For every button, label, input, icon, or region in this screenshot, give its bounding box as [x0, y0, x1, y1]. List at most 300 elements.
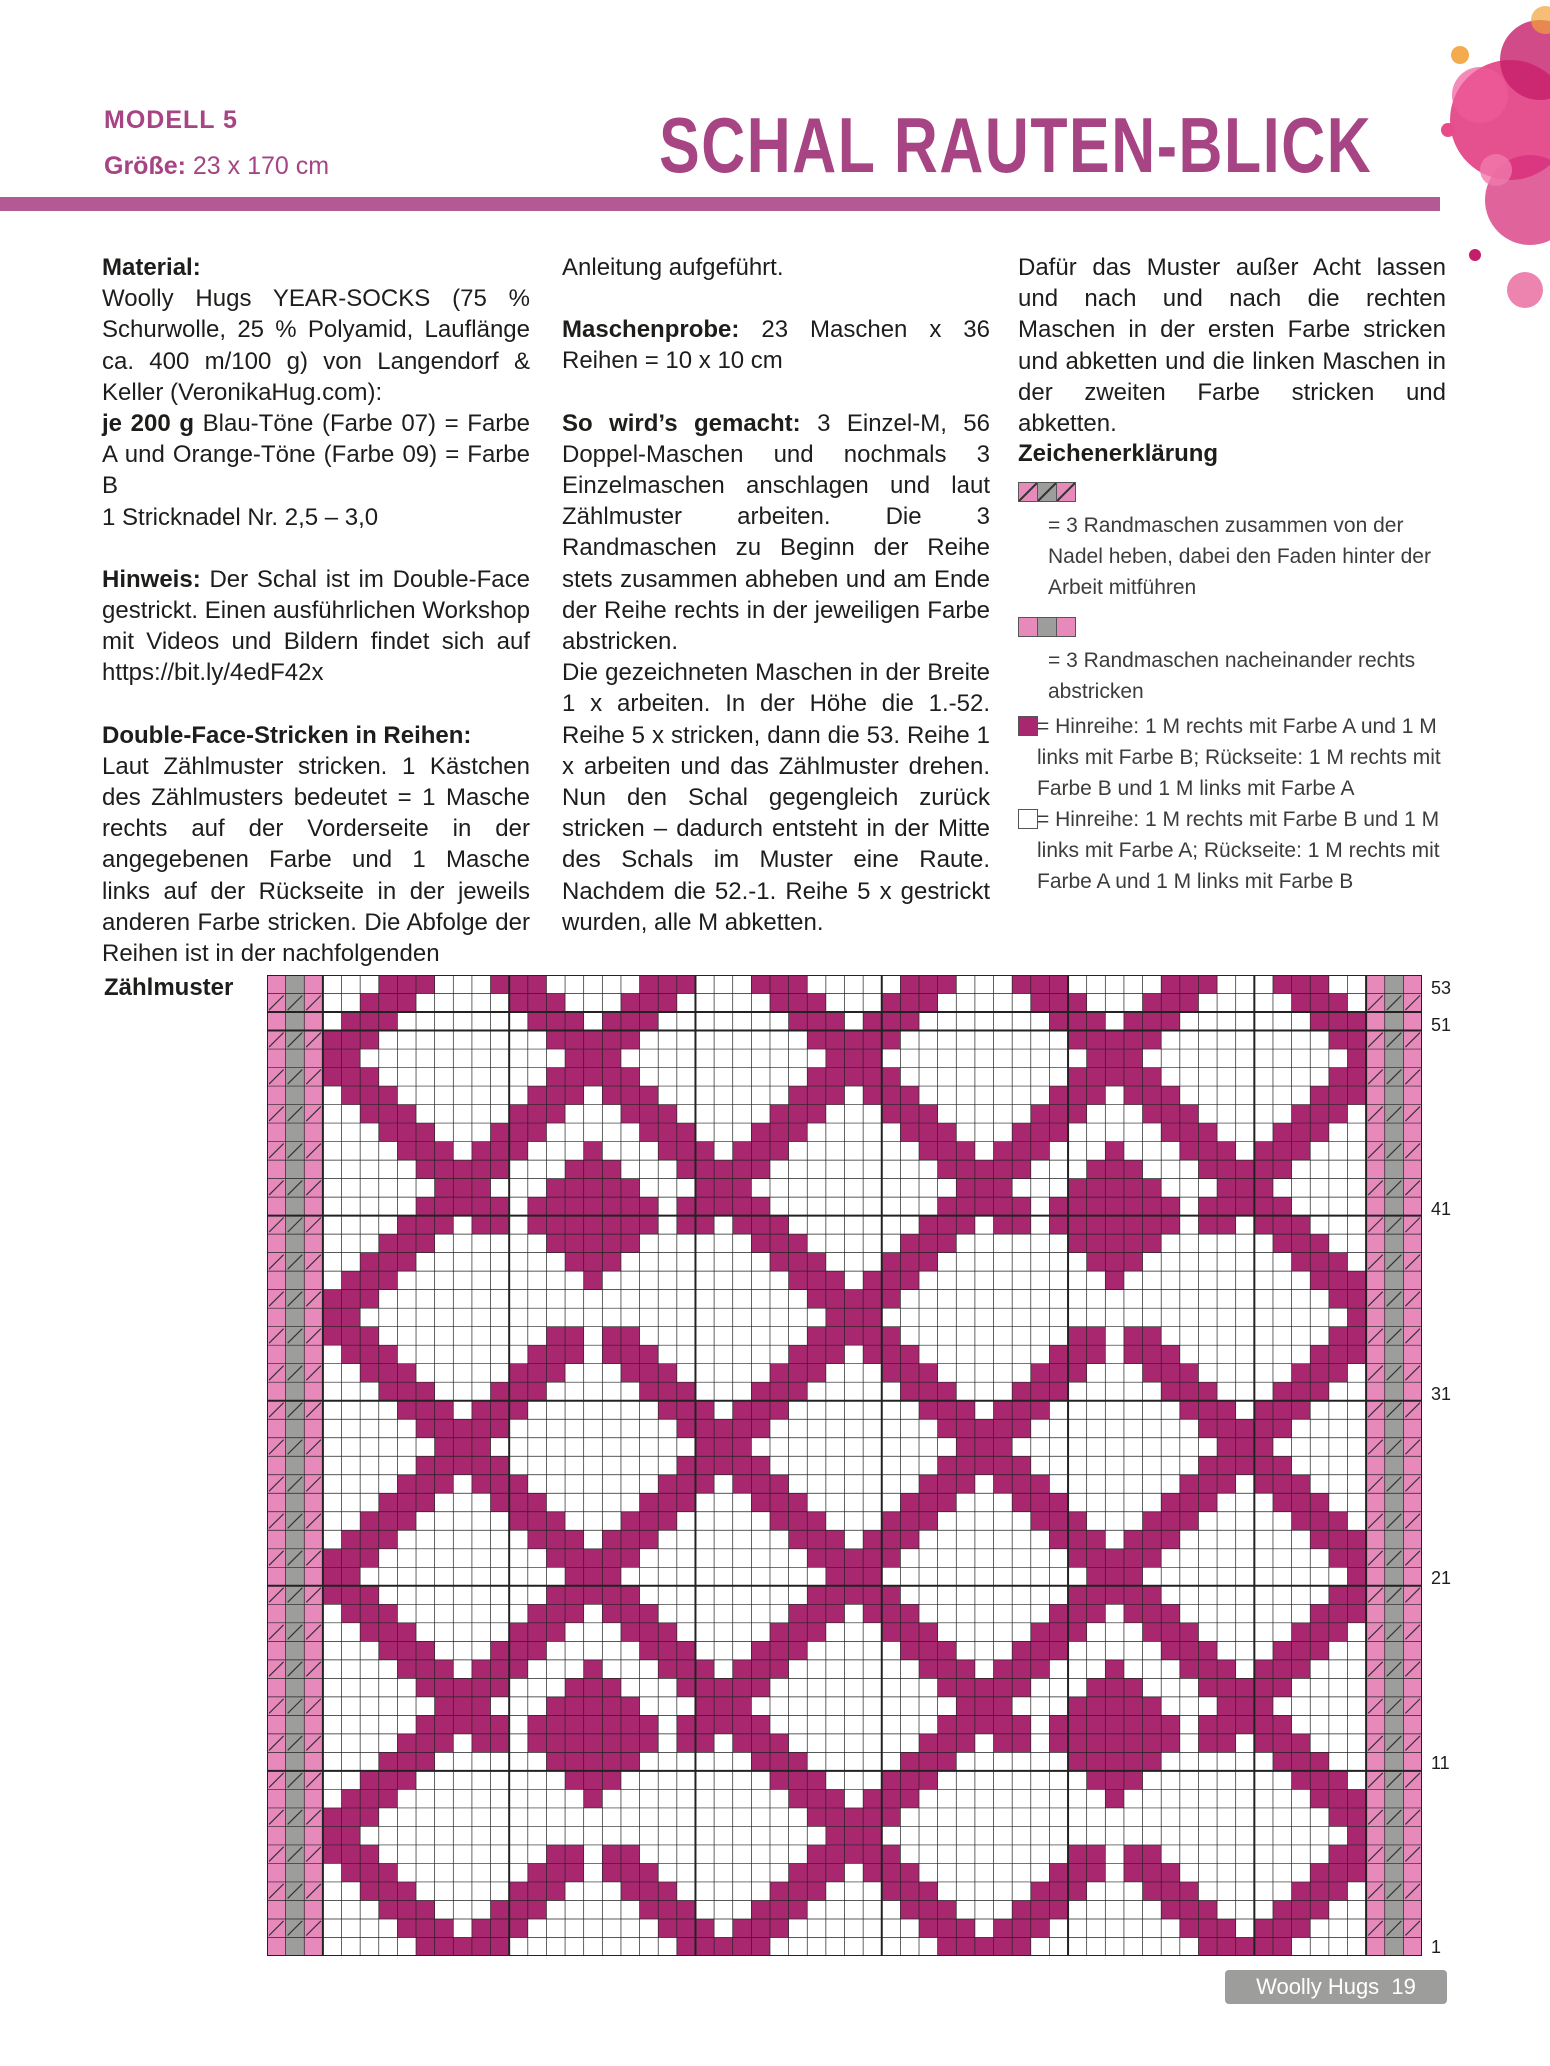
filled-stitch: [1329, 1345, 1348, 1364]
edge-stitch: [1385, 1567, 1404, 1586]
filled-stitch: [360, 1771, 379, 1790]
filled-stitch: [789, 1512, 808, 1531]
filled-stitch: [1068, 1197, 1087, 1216]
filled-stitch: [379, 1900, 398, 1919]
filled-stitch: [733, 1919, 752, 1938]
filled-stitch: [1236, 1438, 1255, 1457]
filled-stitch: [472, 1401, 491, 1420]
filled-stitch: [491, 1382, 510, 1401]
edge-stitch: [286, 1160, 305, 1179]
filled-stitch: [360, 994, 379, 1013]
filled-stitch: [1143, 1216, 1162, 1235]
filled-stitch: [1198, 1123, 1217, 1142]
filled-stitch: [435, 1401, 454, 1420]
filled-stitch: [435, 1419, 454, 1438]
filled-stitch: [1105, 1567, 1124, 1586]
filled-stitch: [1124, 1197, 1143, 1216]
filled-stitch: [1347, 1290, 1366, 1309]
filled-stitch: [1254, 1438, 1273, 1457]
filled-stitch: [491, 1937, 510, 1956]
filled-stitch: [826, 1012, 845, 1031]
filled-stitch: [1347, 1549, 1366, 1568]
filled-stitch: [807, 1808, 826, 1827]
filled-stitch: [1310, 1752, 1329, 1771]
filled-stitch: [714, 1937, 733, 1956]
filled-stitch: [956, 1678, 975, 1697]
edge-stitch: [304, 1382, 323, 1401]
filled-stitch: [1180, 1105, 1199, 1124]
filled-stitch: [1217, 1456, 1236, 1475]
filled-stitch: [956, 1697, 975, 1716]
filled-stitch: [1198, 1216, 1217, 1235]
filled-stitch: [416, 1456, 435, 1475]
filled-stitch: [1105, 1715, 1124, 1734]
filled-stitch: [1217, 1216, 1236, 1235]
filled-stitch: [882, 1882, 901, 1901]
filled-stitch: [789, 1364, 808, 1383]
filled-stitch: [360, 1364, 379, 1383]
edge-stitch: [1385, 1382, 1404, 1401]
filled-stitch: [826, 1086, 845, 1105]
size-label: Größe:: [104, 152, 186, 180]
filled-stitch: [1347, 1530, 1366, 1549]
filled-stitch: [919, 1919, 938, 1938]
row-number-53: 53: [1431, 978, 1452, 998]
edge-stitch: [304, 1049, 323, 1068]
filled-stitch: [994, 1216, 1013, 1235]
filled-stitch: [1143, 1604, 1162, 1623]
filled-stitch: [882, 1012, 901, 1031]
edge-stitch: [1403, 1456, 1422, 1475]
filled-stitch: [528, 1364, 547, 1383]
edge-stitch: [1385, 1456, 1404, 1475]
filled-stitch: [1236, 1697, 1255, 1716]
filled-stitch: [900, 1086, 919, 1105]
filled-stitch: [621, 1863, 640, 1882]
filled-stitch: [1292, 1253, 1311, 1272]
filled-stitch: [807, 1512, 826, 1531]
filled-stitch: [826, 1789, 845, 1808]
filled-stitch: [1292, 1882, 1311, 1901]
filled-stitch: [1161, 1530, 1180, 1549]
filled-stitch: [640, 1105, 659, 1124]
filled-stitch: [546, 1031, 565, 1050]
filled-stitch: [1105, 1068, 1124, 1087]
filled-stitch: [1329, 1512, 1348, 1531]
filled-stitch: [602, 1179, 621, 1198]
filled-stitch: [360, 1623, 379, 1642]
filled-stitch: [751, 1919, 770, 1938]
filled-stitch: [416, 1734, 435, 1753]
edge-stitch: [1366, 1715, 1385, 1734]
filled-stitch: [1143, 1623, 1162, 1642]
legend-text-knit-edge: = 3 Randmaschen nacheinander rechts abstricken: [1048, 649, 1416, 703]
filled-stitch: [1143, 1012, 1162, 1031]
filled-stitch: [621, 1845, 640, 1864]
filled-stitch: [1310, 1086, 1329, 1105]
filled-stitch: [938, 1660, 957, 1679]
filled-stitch: [472, 1697, 491, 1716]
filled-stitch: [658, 1475, 677, 1494]
edge-stitch: [1403, 1604, 1422, 1623]
edge-stitch: [1366, 1863, 1385, 1882]
edge-stitch: [1366, 1086, 1385, 1105]
filled-stitch: [900, 994, 919, 1013]
filled-stitch: [1347, 1308, 1366, 1327]
filled-stitch: [1310, 1789, 1329, 1808]
filled-stitch: [807, 1530, 826, 1549]
filled-stitch: [621, 1105, 640, 1124]
edge-stitch: [1366, 1937, 1385, 1956]
filled-stitch: [1143, 1549, 1162, 1568]
filled-stitch: [546, 1734, 565, 1753]
edge-stitch: [286, 1641, 305, 1660]
filled-stitch: [975, 1697, 994, 1716]
filled-stitch: [1124, 1160, 1143, 1179]
filled-stitch: [919, 1623, 938, 1642]
filled-stitch: [1217, 1197, 1236, 1216]
filled-stitch: [1161, 1882, 1180, 1901]
filled-stitch: [621, 994, 640, 1013]
filled-stitch: [994, 1419, 1013, 1438]
filled-stitch: [397, 1660, 416, 1679]
filled-stitch: [882, 1086, 901, 1105]
legend-item-color-a: [1018, 711, 1448, 804]
filled-stitch: [584, 1789, 603, 1808]
edge-stitch: [1385, 1012, 1404, 1031]
filled-stitch: [435, 1160, 454, 1179]
filled-stitch: [379, 1253, 398, 1272]
filled-stitch: [602, 1345, 621, 1364]
filled-stitch: [1310, 1863, 1329, 1882]
filled-stitch: [994, 1197, 1013, 1216]
filled-stitch: [1329, 1012, 1348, 1031]
filled-stitch: [882, 1530, 901, 1549]
filled-stitch: [342, 1863, 361, 1882]
filled-stitch: [807, 1068, 826, 1087]
filled-stitch: [845, 1031, 864, 1050]
filled-stitch: [640, 1493, 659, 1512]
edge-stitch: [1366, 1345, 1385, 1364]
filled-stitch: [1012, 1919, 1031, 1938]
filled-stitch: [472, 1438, 491, 1457]
filled-stitch: [919, 1882, 938, 1901]
filled-stitch: [789, 1623, 808, 1642]
filled-stitch: [397, 1882, 416, 1901]
filled-stitch: [1143, 1715, 1162, 1734]
filled-stitch: [565, 1179, 584, 1198]
filled-stitch: [1347, 1345, 1366, 1364]
filled-stitch: [323, 1808, 342, 1827]
filled-stitch: [528, 975, 547, 994]
filled-stitch: [994, 1660, 1013, 1679]
filled-stitch: [770, 975, 789, 994]
filled-stitch: [546, 1012, 565, 1031]
filled-stitch: [1329, 1364, 1348, 1383]
needle-text: 1 Stricknadel Nr. 2,5 – 3,0: [102, 503, 379, 531]
edge-stitch: [1385, 1752, 1404, 1771]
filled-stitch: [938, 1142, 957, 1161]
filled-stitch: [491, 975, 510, 994]
edge-stitch: [304, 1456, 323, 1475]
filled-stitch: [1198, 1660, 1217, 1679]
legend-text-color-b: = Hinreihe: 1 M rechts mit Farbe B und 1 M links mit Farbe A; Rückseite: 1 M rechts mit Farbe A und 1 M links mit Farbe B: [1037, 808, 1440, 893]
filled-stitch: [491, 1142, 510, 1161]
edge-stitch: [1366, 1049, 1385, 1068]
edge-stitch: [1403, 1345, 1422, 1364]
filled-stitch: [1310, 1364, 1329, 1383]
filled-stitch: [863, 1345, 882, 1364]
filled-stitch: [1329, 1031, 1348, 1050]
filled-stitch: [1347, 1086, 1366, 1105]
filled-stitch: [1143, 1512, 1162, 1531]
filled-stitch: [435, 1142, 454, 1161]
filled-stitch: [1124, 1549, 1143, 1568]
filled-stitch: [1180, 994, 1199, 1013]
filled-stitch: [565, 1086, 584, 1105]
edge-stitch: [286, 1308, 305, 1327]
filled-stitch: [1161, 1863, 1180, 1882]
filled-stitch: [360, 1882, 379, 1901]
filled-stitch: [789, 1493, 808, 1512]
filled-stitch: [882, 1253, 901, 1272]
filled-stitch: [695, 1142, 714, 1161]
filled-stitch: [1087, 1012, 1106, 1031]
filled-stitch: [1031, 1475, 1050, 1494]
filled-stitch: [807, 1086, 826, 1105]
filled-stitch: [1068, 1845, 1087, 1864]
filled-stitch: [342, 1031, 361, 1050]
filled-stitch: [1124, 1752, 1143, 1771]
edge-stitch: [304, 1604, 323, 1623]
filled-stitch: [640, 1715, 659, 1734]
filled-stitch: [360, 1031, 379, 1050]
filled-stitch: [677, 1382, 696, 1401]
filled-stitch: [640, 1012, 659, 1031]
filled-stitch: [845, 1327, 864, 1346]
filled-stitch: [1310, 1530, 1329, 1549]
filled-stitch: [938, 1493, 957, 1512]
filled-stitch: [1198, 1419, 1217, 1438]
edge-stitch: [1385, 1493, 1404, 1512]
chart-label: Zählmuster: [104, 974, 234, 1001]
edge-stitch: [1366, 1493, 1385, 1512]
filled-stitch: [1012, 1142, 1031, 1161]
filled-stitch: [1143, 1086, 1162, 1105]
filled-stitch: [1124, 1845, 1143, 1864]
filled-stitch: [1254, 1419, 1273, 1438]
filled-stitch: [882, 994, 901, 1013]
filled-stitch: [900, 1752, 919, 1771]
filled-stitch: [1292, 975, 1311, 994]
filled-stitch: [1217, 1401, 1236, 1420]
filled-stitch: [938, 1216, 957, 1235]
filled-stitch: [1292, 1216, 1311, 1235]
filled-stitch: [397, 1364, 416, 1383]
filled-stitch: [528, 1900, 547, 1919]
edge-stitch: [267, 1530, 286, 1549]
filled-stitch: [1180, 1900, 1199, 1919]
filled-stitch: [509, 994, 528, 1013]
filled-stitch: [900, 1382, 919, 1401]
filled-stitch: [584, 1771, 603, 1790]
filled-stitch: [770, 1882, 789, 1901]
filled-stitch: [1180, 1142, 1199, 1161]
edge-stitch: [286, 1937, 305, 1956]
filled-stitch: [509, 1512, 528, 1531]
filled-stitch: [1273, 1752, 1292, 1771]
filled-stitch: [826, 1586, 845, 1605]
filled-stitch: [900, 1604, 919, 1623]
edge-stitch: [267, 1715, 286, 1734]
filled-stitch: [733, 1937, 752, 1956]
filled-stitch: [1329, 994, 1348, 1013]
filled-stitch: [1068, 1604, 1087, 1623]
filled-stitch: [1329, 1290, 1348, 1309]
filled-stitch: [1087, 1345, 1106, 1364]
filled-stitch: [1180, 1123, 1199, 1142]
filled-stitch: [1273, 1678, 1292, 1697]
edge-stitch: [267, 1049, 286, 1068]
filled-stitch: [379, 1271, 398, 1290]
filled-stitch: [397, 1253, 416, 1272]
filled-stitch: [900, 1345, 919, 1364]
filled-stitch: [1124, 1086, 1143, 1105]
filled-stitch: [1310, 1123, 1329, 1142]
filled-stitch: [546, 1863, 565, 1882]
filled-stitch: [1049, 1863, 1068, 1882]
edge-stitch: [286, 1678, 305, 1697]
filled-stitch: [1180, 975, 1199, 994]
filled-stitch: [938, 1419, 957, 1438]
filled-stitch: [342, 1271, 361, 1290]
knit-edge-swatch: [1018, 617, 1075, 637]
edge-stitch: [286, 1493, 305, 1512]
filled-stitch: [584, 1697, 603, 1716]
filled-stitch: [826, 1567, 845, 1586]
edge-stitch: [304, 1160, 323, 1179]
filled-stitch: [1292, 1401, 1311, 1420]
filled-stitch: [323, 1031, 342, 1050]
filled-stitch: [733, 1660, 752, 1679]
filled-stitch: [938, 1123, 957, 1142]
filled-stitch: [695, 1715, 714, 1734]
filled-stitch: [1068, 1327, 1087, 1346]
filled-stitch: [1031, 1493, 1050, 1512]
filled-stitch: [882, 1105, 901, 1124]
header-divider: [0, 197, 1440, 211]
filled-stitch: [379, 1493, 398, 1512]
filled-stitch: [1292, 1752, 1311, 1771]
filled-stitch: [900, 1789, 919, 1808]
filled-stitch: [733, 1401, 752, 1420]
filled-stitch: [1198, 1937, 1217, 1956]
filled-stitch: [845, 1549, 864, 1568]
filled-stitch: [882, 1808, 901, 1827]
filled-stitch: [1124, 1604, 1143, 1623]
filled-stitch: [1236, 1419, 1255, 1438]
edge-stitch: [1403, 1086, 1422, 1105]
filled-stitch: [1273, 1216, 1292, 1235]
edge-stitch: [267, 1382, 286, 1401]
row-number-1: 1: [1431, 1937, 1442, 1957]
filled-stitch: [751, 1456, 770, 1475]
filled-stitch: [789, 1271, 808, 1290]
filled-stitch: [416, 1678, 435, 1697]
filled-stitch: [621, 1752, 640, 1771]
filled-stitch: [751, 1734, 770, 1753]
filled-stitch: [360, 1068, 379, 1087]
filled-stitch: [1198, 975, 1217, 994]
edge-stitch: [267, 1826, 286, 1845]
filled-stitch: [695, 1937, 714, 1956]
filled-stitch: [584, 1031, 603, 1050]
filled-stitch: [621, 1623, 640, 1642]
filled-stitch: [1143, 1197, 1162, 1216]
filled-stitch: [640, 975, 659, 994]
edge-stitch: [1366, 1123, 1385, 1142]
filled-stitch: [1068, 1179, 1087, 1198]
filled-stitch: [770, 1142, 789, 1161]
filled-stitch: [1049, 1900, 1068, 1919]
filled-stitch: [1124, 1012, 1143, 1031]
filled-stitch: [1068, 1345, 1087, 1364]
filled-stitch: [882, 1271, 901, 1290]
filled-stitch: [379, 1789, 398, 1808]
filled-stitch: [546, 1197, 565, 1216]
filled-stitch: [1012, 975, 1031, 994]
edge-stitch: [1403, 1049, 1422, 1068]
edge-stitch: [1403, 1160, 1422, 1179]
edge-stitch: [1366, 1382, 1385, 1401]
filled-stitch: [1236, 1678, 1255, 1697]
filled-stitch: [1198, 1401, 1217, 1420]
filled-stitch: [714, 1697, 733, 1716]
filled-stitch: [360, 1012, 379, 1031]
row-number-51: 51: [1431, 1015, 1452, 1035]
filled-stitch: [491, 1660, 510, 1679]
filled-stitch: [789, 1900, 808, 1919]
filled-stitch: [1180, 1401, 1199, 1420]
filled-stitch: [1161, 1105, 1180, 1124]
filled-stitch: [416, 1123, 435, 1142]
edge-stitch: [1403, 1419, 1422, 1438]
filled-stitch: [1161, 1364, 1180, 1383]
filled-stitch: [845, 1049, 864, 1068]
filled-stitch: [751, 1900, 770, 1919]
filled-stitch: [1049, 1530, 1068, 1549]
filled-stitch: [509, 1641, 528, 1660]
filled-stitch: [900, 1253, 919, 1272]
filled-stitch: [975, 1937, 994, 1956]
filled-stitch: [695, 1419, 714, 1438]
filled-stitch: [1161, 1641, 1180, 1660]
filled-stitch: [546, 1549, 565, 1568]
filled-stitch: [1012, 1660, 1031, 1679]
filled-stitch: [1347, 1567, 1366, 1586]
filled-stitch: [900, 1493, 919, 1512]
filled-stitch: [1068, 1086, 1087, 1105]
filled-stitch: [621, 1031, 640, 1050]
edge-stitch: [286, 1863, 305, 1882]
filled-stitch: [863, 1271, 882, 1290]
filled-stitch: [546, 1715, 565, 1734]
filled-stitch: [695, 1660, 714, 1679]
filled-stitch: [1310, 1271, 1329, 1290]
filled-stitch: [435, 1734, 454, 1753]
filled-stitch: [1180, 1493, 1199, 1512]
filled-stitch: [1068, 1863, 1087, 1882]
